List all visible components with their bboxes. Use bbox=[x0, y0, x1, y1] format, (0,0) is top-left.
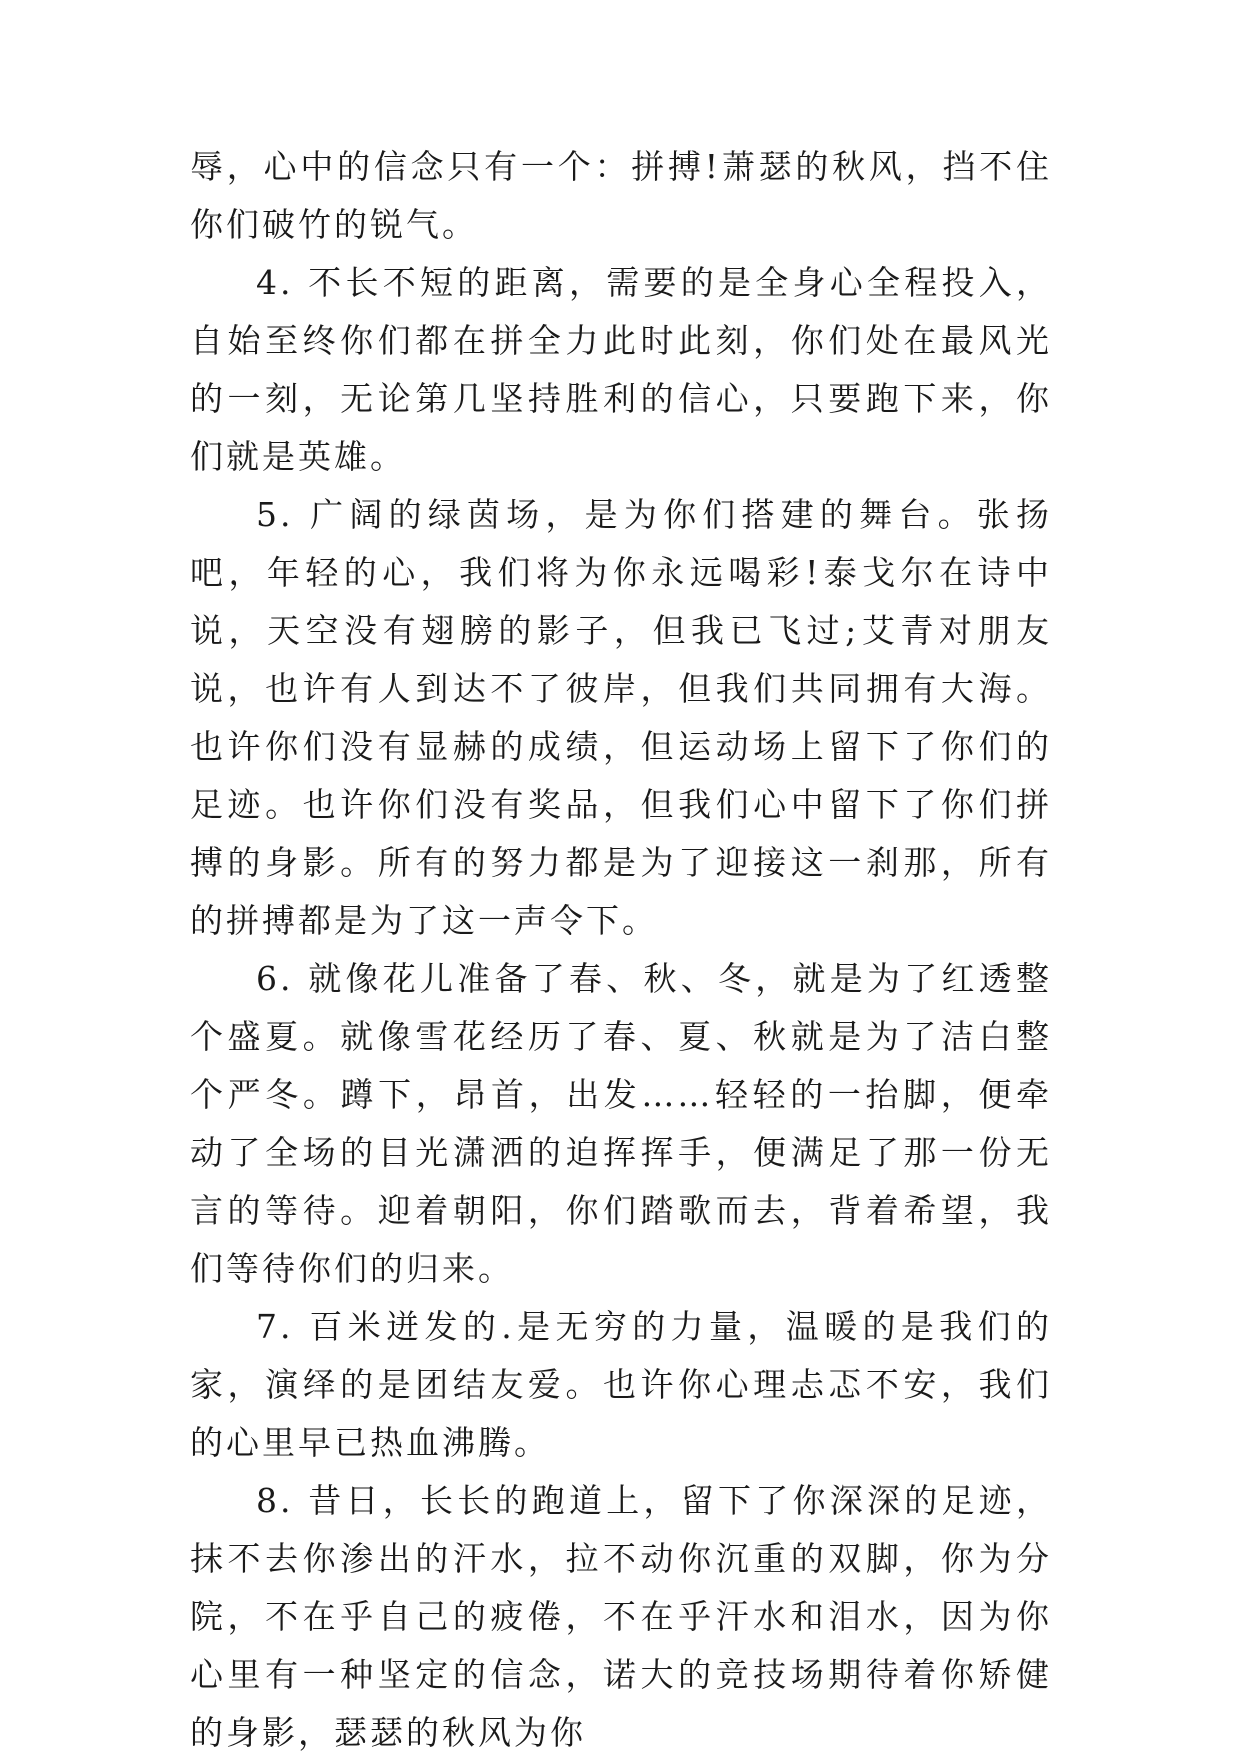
document-page bbox=[190, 138, 1052, 1762]
paragraph-item-6: 6. 就像花儿准备了春、秋、冬，就是为了红透整个盛夏。就像雪花经历了春、夏、秋就是为了洁白整个严冬。蹲下，昂首，出发……轻轻的一抬脚，便牵动了全场的目光潇洒的迫挥挥手，便满足了那一份无言的等待。迎着朝阳，你们踏歌而去，背着希望，我们等待你们的归来。 bbox=[190, 959, 1052, 1288]
paragraph-item-4: 4. 不长不短的距离，需要的是全身心全程投入，自始至终你们都在拼全力此时此刻，你们处在最风光的一刻，无论第几坚持胜利的信心，只要跑下来，你们就是英雄。 bbox=[190, 263, 1052, 476]
paragraph-continuation: 辱，心中的信念只有一个：拼搏!萧瑟的秋风，挡不住你们破竹的锐气。 bbox=[190, 147, 1052, 244]
paragraph-item-7: 7. 百米迸发的.是无穷的力量，温暖的是我们的家，演绎的是团结友爱。也许你心理忐忑不安，我们的心里早已热血沸腾。 bbox=[190, 1307, 1052, 1462]
paragraph-item-8: 8. 昔日，长长的跑道上，留下了你深深的足迹，抹不去你渗出的汗水，拉不动你沉重的双脚，你为分院，不在乎自己的疲倦，不在乎汗水和泪水，因为你心里有一种坚定的信念，诺大的竞技场期待着你矫健的身影，瑟瑟的秋风为你 bbox=[190, 1481, 1052, 1752]
paragraph-item-5: 5. 广阔的绿茵场，是为你们搭建的舞台。张扬吧，年轻的心，我们将为你永远喝彩!泰戈尔在诗中说，天空没有翅膀的影子，但我已飞过;艾青对朋友说，也许有人到达不了彼岸，但我们共同拥有大海。也许你们没有显赫的成绩，但运动场上留下了你们的足迹。也许你们没有奖品，但我们心中留下了你们拼搏的身影。所有的努力都是为了迎接这一刹那，所有的拼搏都是为了这一声令下。 bbox=[190, 495, 1052, 940]
